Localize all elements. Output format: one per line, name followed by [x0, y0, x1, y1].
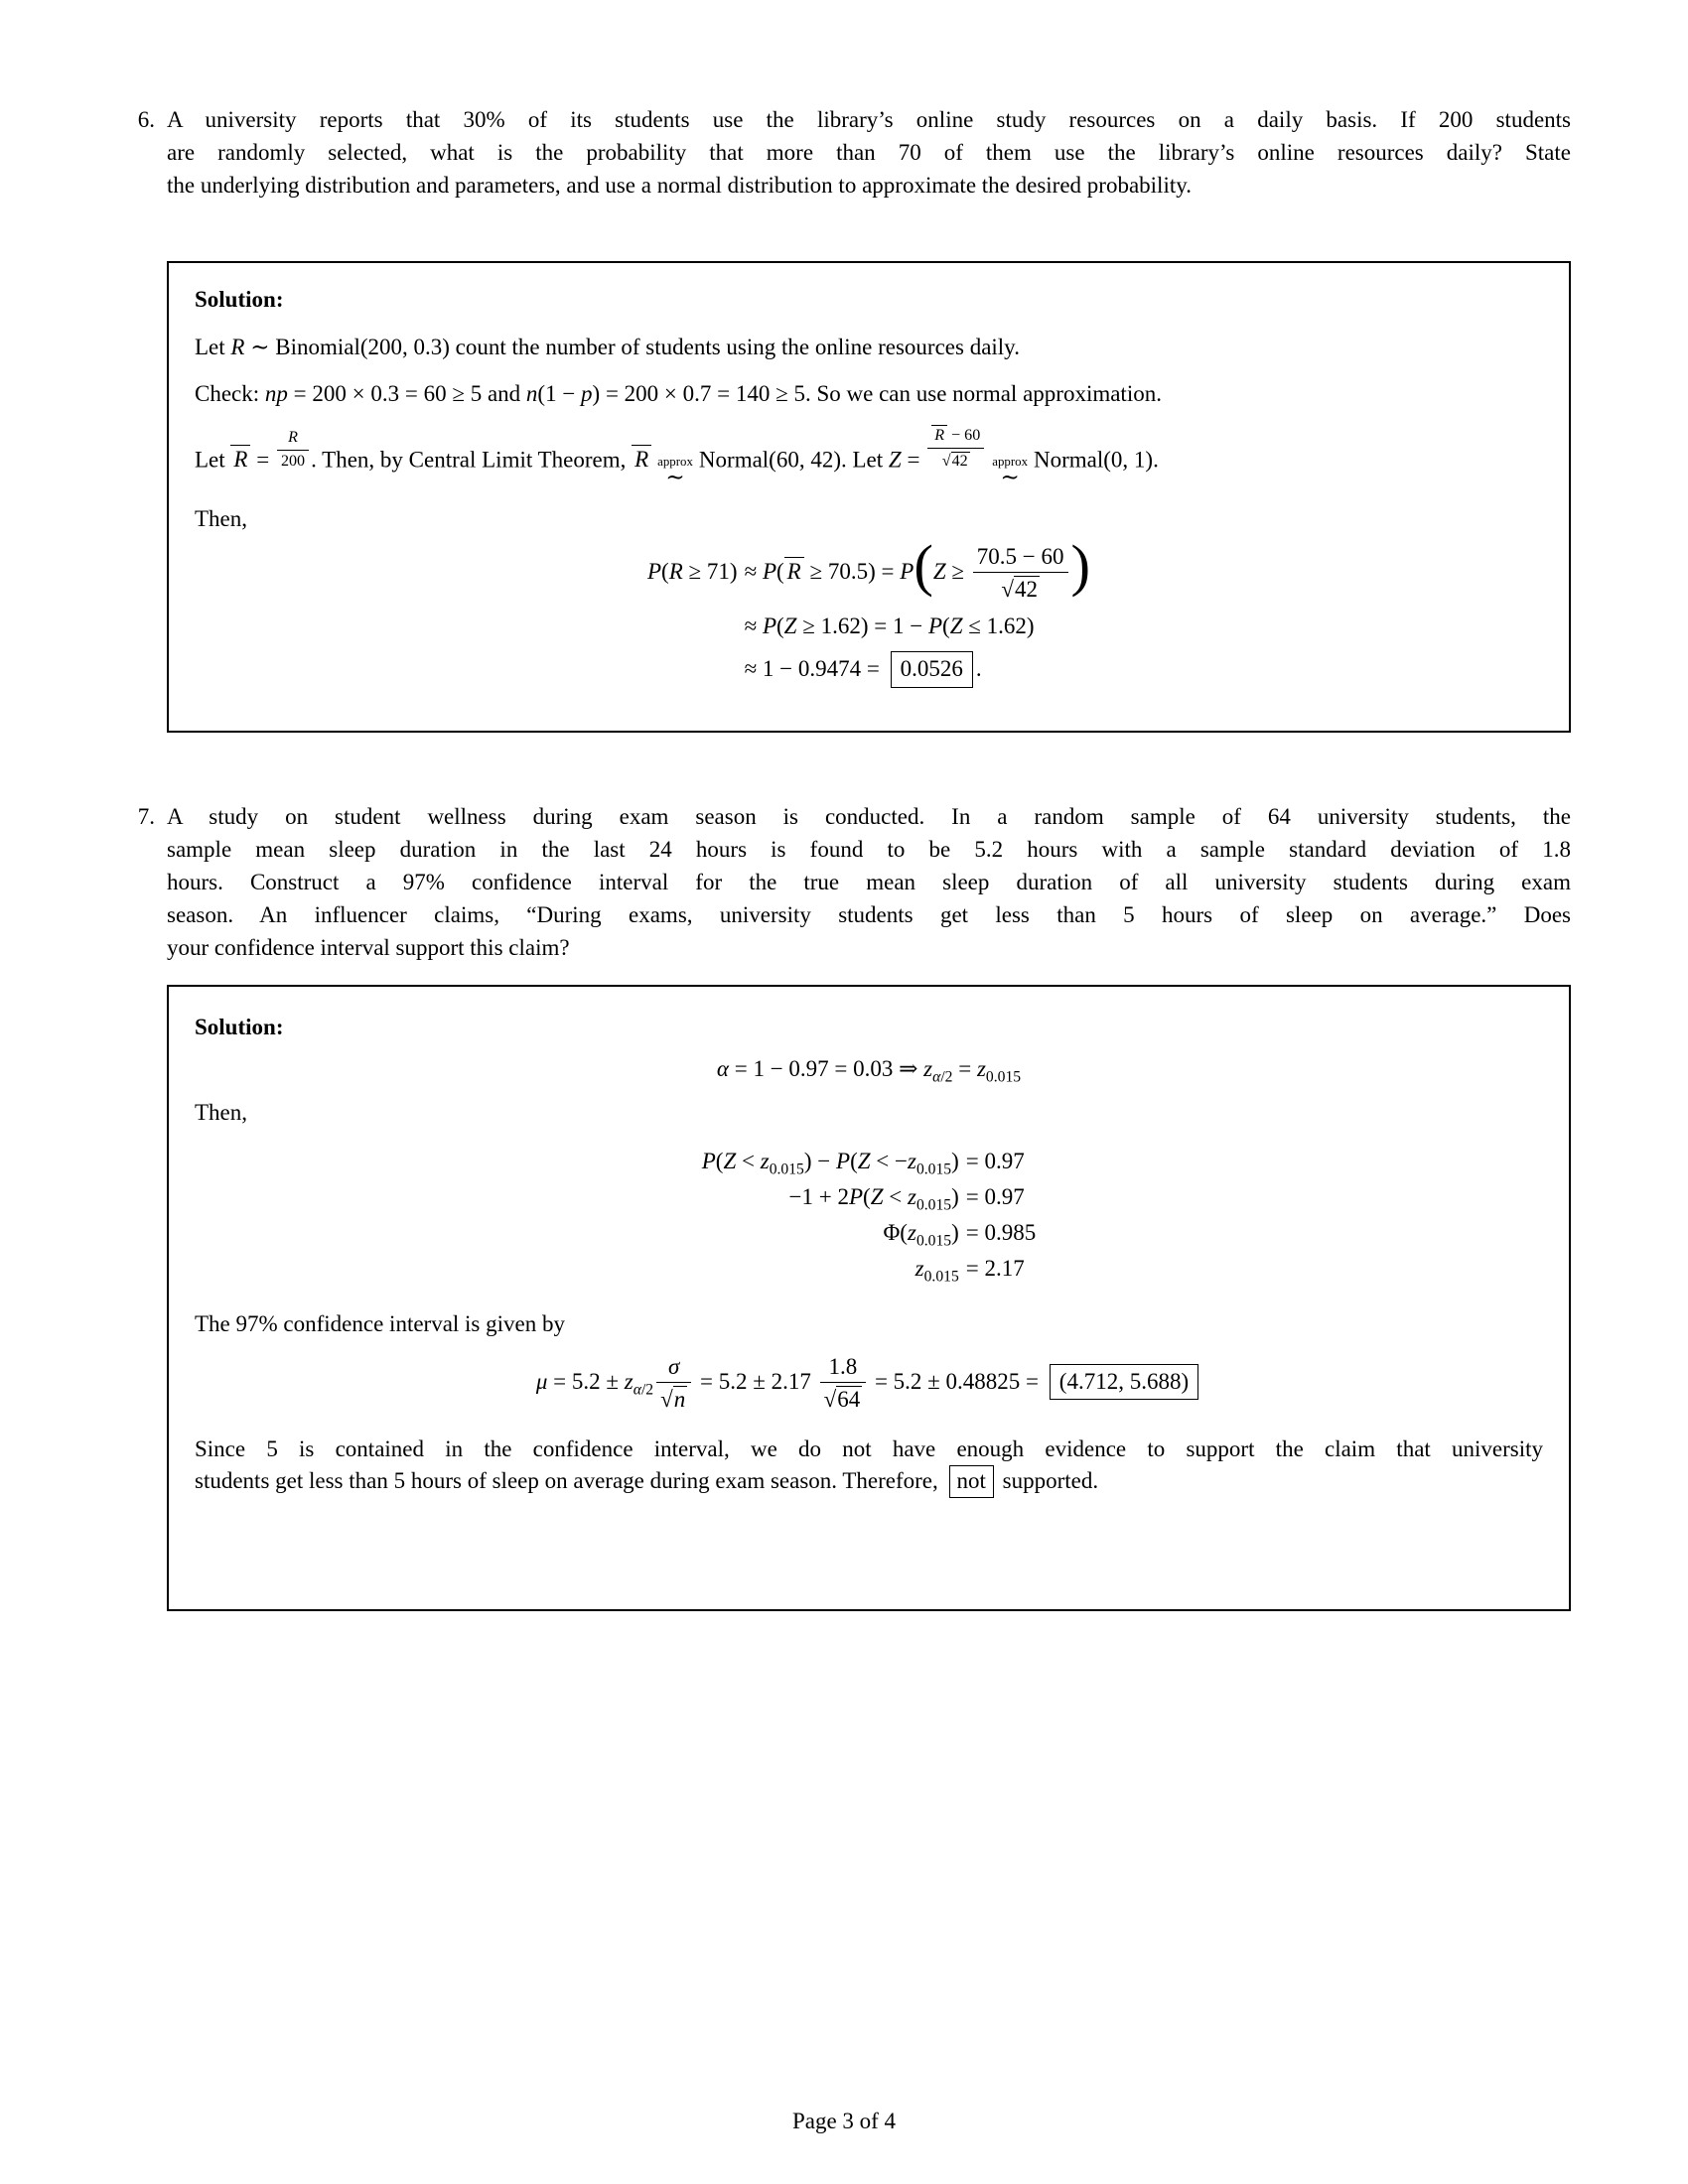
problem-7-text	[167, 800, 1571, 964]
problem-6	[117, 103, 1571, 202]
solution-6-paragraph-1: Let R ∼ Binomial(200, 0.3) count the number of students using the online resources daily.	[195, 335, 1020, 359]
equation-7-row1-rhs: = 0.97	[965, 1149, 1025, 1174]
problem-6-line-2: are randomly selected, what is the probability that more than 70 of them use the library’s online resources daily? State	[167, 140, 1571, 165]
equation-7-row4-lhs: $z_{0.015}$	[914, 1256, 959, 1286]
solution-6-then: Then,	[195, 505, 248, 531]
problem-7	[117, 800, 1571, 964]
equation-7-row2-lhs: $-1 + 2P(Z < z_{0.015})$	[788, 1184, 959, 1214]
problem-6-line-3: the underlying distribution and parameters, and use a normal distribution to approximate the desired probability.	[167, 173, 1192, 198]
equation-7-row3-lhs: $\Phi(z_{0.015})$	[883, 1220, 959, 1250]
problem-7-line-3: hours. Construct a 97% confidence interval for the true mean sleep duration of all university students during exam	[167, 870, 1571, 894]
solution-box-7	[167, 985, 1571, 1611]
equation-7-row2-rhs: = 0.97	[965, 1184, 1025, 1210]
equation-7-row1-lhs: $P(Z < z_{0.015}) - P(Z < -z_{0.015})$	[701, 1149, 959, 1178]
solution-7-aligned-equations	[701, 1149, 1037, 1286]
solution-6-aligned-equations	[646, 532, 1091, 688]
page-number-footer: Page 3 of 4	[791, 2109, 897, 2133]
solution-box-6	[167, 261, 1571, 733]
solution-7-ci-display	[195, 1355, 1543, 1412]
solution-6-label: Solution:	[195, 287, 284, 312]
solution-6-paragraph-3: Let R = $\frac{R}{200}$ . Then, by Central Limit Theorem, R approx ∼ Normal(60, 42). Let Z = $\frac{R - 60}{√42}$ approx ∼ Normal(0, 1).	[195, 426, 1159, 489]
problem-6-text	[167, 103, 1571, 202]
problem-7-line-4: season. An influencer claims, “During exams, university students get less than 5 hours of sleep on average.” Does	[167, 902, 1571, 927]
solution-7-ci-equation-final-answer: $\mu = 5.2 \pm z_{\alpha/2}$ $\frac{\sigma}{√n}$ = 5.2 ± 2.17 $\frac{1.8}{√64}$ = 5.2 ± 0.48825 = (4.712, 5.688)	[536, 1355, 1201, 1412]
solution-7-conclusion-line-1: Since 5 is contained in the confidence interval, we do not have enough evidence to support the claim that university	[195, 1435, 1543, 1461]
equation-6-row1-rhs: ≈ P( R ≥ 70.5) = P(Z ≥ $\frac{70.5 - 60}{√42}$ )	[744, 532, 1091, 603]
solution-7-alpha-equation: α = 1 − 0.97 = 0.03 ⇒ $z_{\alpha/2} = z_{0.015}$	[716, 1056, 1022, 1086]
solution-7-display-equations	[195, 1149, 1543, 1286]
solution-7-alpha-display	[195, 1056, 1543, 1086]
problem-7-line-2: sample mean sleep duration in the last 24 hours is found to be 5.2 hours with a sample standard deviation of 1.8	[167, 837, 1571, 862]
equation-6-row1-lhs: P(R ≥ 71)	[646, 558, 738, 584]
solution-7-ci-intro: The 97% confidence interval is given by	[195, 1311, 565, 1337]
solution-7-conclusion-line-2: students get less than 5 hours of sleep on average during exam season. Therefore, not supported.	[195, 1465, 1543, 1498]
equation-7-row3-rhs: = 0.985	[965, 1220, 1037, 1246]
solution-7-then: Then,	[195, 1100, 248, 1125]
solution-6-paragraph-2: Check: np = 200 × 0.3 = 60 ≥ 5 and n(1 − p) = 200 × 0.7 = 140 ≥ 5. So we can use normal approximation.	[195, 381, 1162, 407]
equation-6-row3-rhs-final-answer: ≈ 1 − 0.9474 = 0.0526 .	[738, 651, 1090, 688]
solution-6-display-equations	[195, 532, 1543, 688]
problem-6-number: 6.	[137, 107, 155, 132]
solution-7-conclusion	[195, 1433, 1543, 1498]
problem-6-line-1: A university reports that 30% of its students use the library’s online study resources on a daily basis. If 200 students	[167, 107, 1571, 132]
equation-7-row4-rhs: = 2.17	[965, 1256, 1025, 1282]
problem-7-line-5: your confidence interval support this claim?	[167, 935, 570, 960]
problem-7-line-1: A study on student wellness during exam season is conducted. In a random sample of 64 university students, the	[167, 804, 1571, 829]
problem-7-number: 7.	[137, 804, 155, 829]
equation-6-row2-rhs: ≈ P(Z ≥ 1.62) = 1 − P(Z ≤ 1.62)	[744, 614, 1035, 639]
solution-7-label: Solution:	[195, 1015, 284, 1039]
